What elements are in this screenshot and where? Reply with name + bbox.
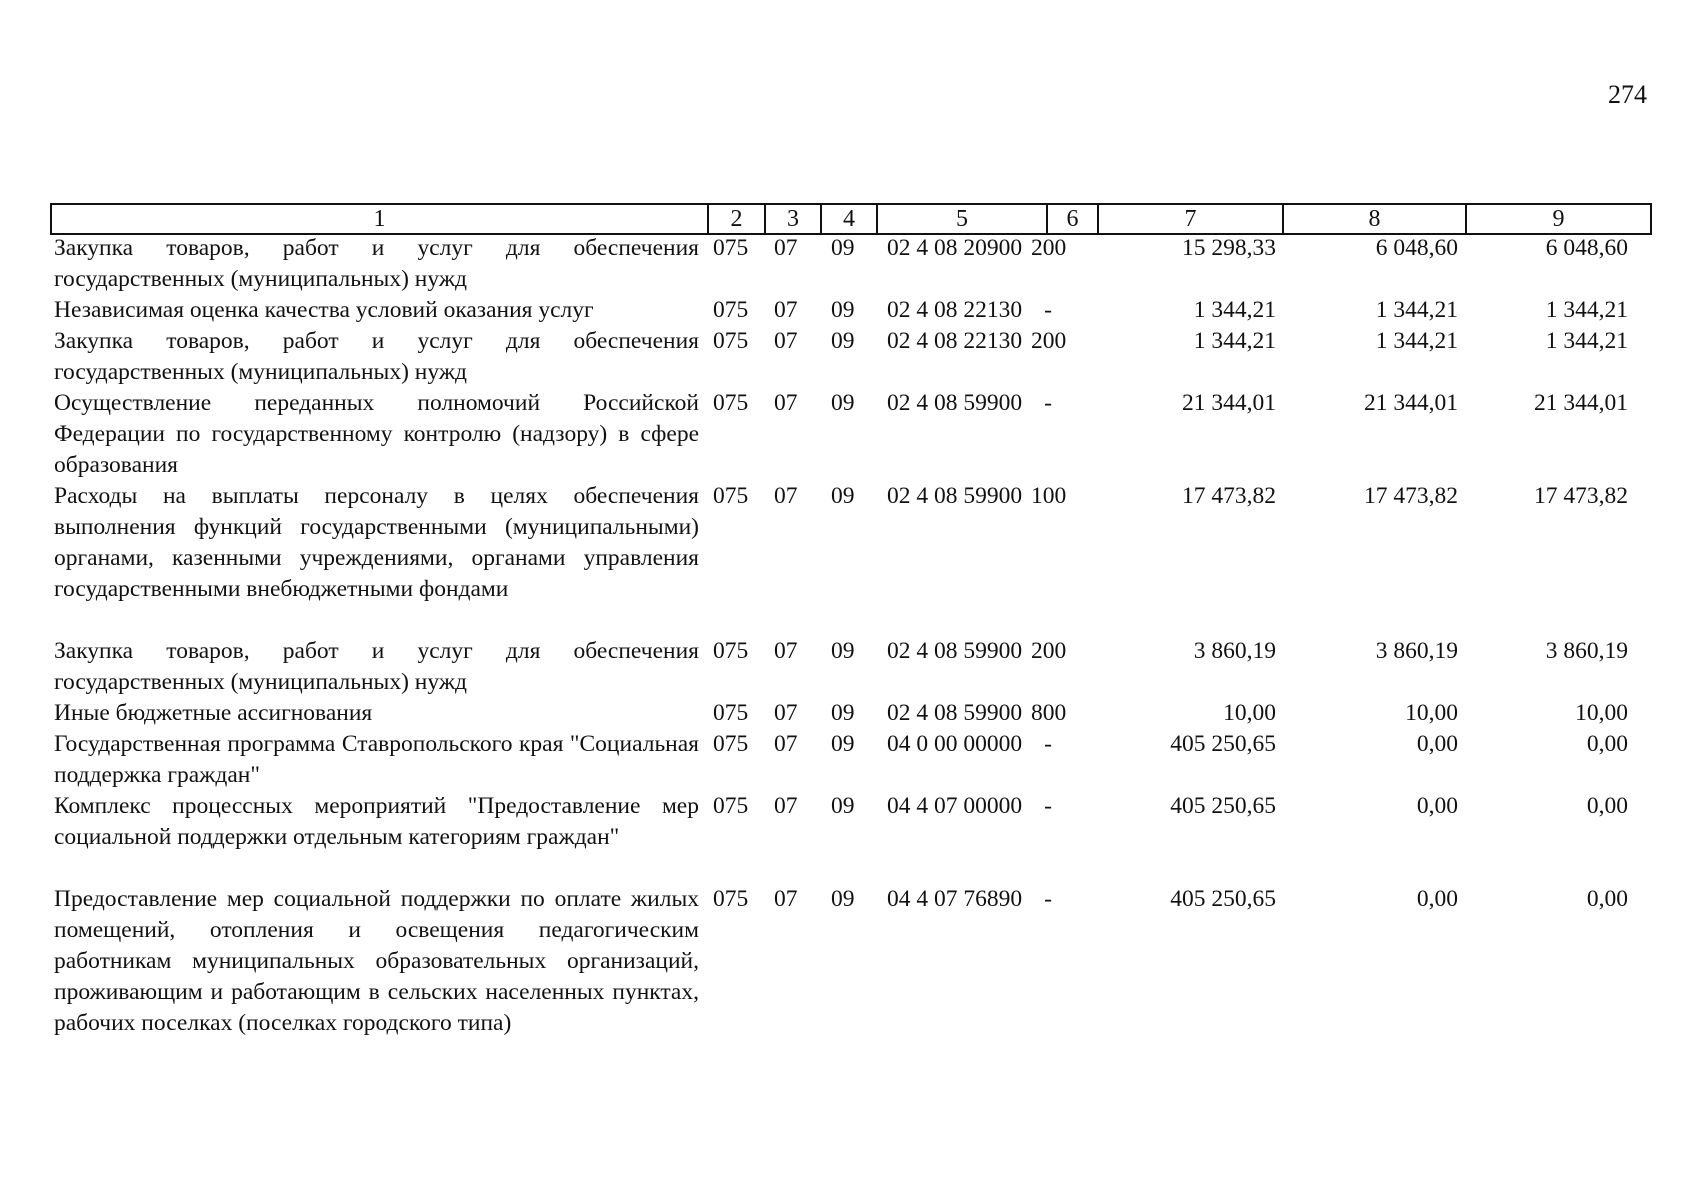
cell-amount-7: 15 298,33: [1182, 235, 1276, 261]
cell-amount-7: 1 344,21: [1193, 297, 1276, 323]
cell-section: 07: [774, 235, 798, 261]
cell-target-article: 04 4 07 00000: [887, 793, 1023, 819]
cell-section: 07: [774, 638, 798, 664]
cell-target-article: 02 4 08 22130: [887, 297, 1023, 323]
cell-ministry-code: 075: [713, 483, 749, 509]
cell-subsection: 09: [831, 731, 855, 757]
header-col-9: 9: [1466, 204, 1651, 234]
cell-target-article: 02 4 08 59900: [887, 700, 1023, 726]
table-row: [50, 295, 1648, 326]
cell-amount-8: 1 344,21: [1375, 328, 1458, 354]
table-row: [50, 729, 1648, 791]
cell-ministry-code: 075: [713, 793, 749, 819]
cell-amount-9: 6 048,60: [1545, 235, 1628, 261]
cell-section: 07: [774, 793, 798, 819]
table-row: [50, 791, 1648, 884]
table-row: [50, 233, 1648, 295]
cell-amount-8: 6 048,60: [1375, 235, 1458, 261]
row-description: Закупка товаров, работ и услуг для обеспечения государственных (муниципальных) нужд: [54, 328, 699, 385]
cell-expense-type: 800: [1031, 700, 1067, 726]
page-number: 274: [1608, 80, 1647, 109]
cell-ministry-code: 075: [713, 638, 749, 664]
cell-target-article: 02 4 08 20900: [887, 235, 1023, 261]
cell-amount-7: 405 250,65: [1170, 886, 1276, 912]
cell-amount-7: 3 860,19: [1193, 638, 1276, 664]
cell-ministry-code: 075: [713, 328, 749, 354]
row-description: Предоставление мер социальной поддержки по оплате жилых помещений, отопления и освещения педагогическим работникам муниципальных образовательных организаций, проживающим и работающим в сельских населенных пунктах, рабочих поселках (поселках городского типа): [54, 886, 699, 1036]
table-row: [50, 698, 1648, 729]
cell-target-article: 04 0 00 00000: [887, 731, 1023, 757]
cell-ministry-code: 075: [713, 297, 749, 323]
cell-subsection: 09: [831, 483, 855, 509]
header-col-4: 4: [821, 204, 877, 234]
header-col-2: 2: [708, 204, 765, 234]
cell-ministry-code: 075: [713, 700, 749, 726]
cell-target-article: 04 4 07 76890: [887, 886, 1023, 912]
cell-amount-9: 1 344,21: [1545, 328, 1628, 354]
cell-subsection: 09: [831, 638, 855, 664]
cell-expense-type: -: [1044, 390, 1052, 416]
cell-section: 07: [774, 886, 798, 912]
table-row: [50, 326, 1648, 388]
cell-ministry-code: 075: [713, 390, 749, 416]
cell-amount-7: 21 344,01: [1182, 390, 1276, 416]
row-description: Независимая оценка качества условий оказания услуг: [54, 297, 594, 323]
header-col-6: 6: [1047, 204, 1098, 234]
cell-amount-8: 0,00: [1416, 731, 1458, 757]
cell-amount-9: 0,00: [1586, 793, 1628, 819]
cell-amount-9: 0,00: [1586, 886, 1628, 912]
table-row: [50, 388, 1648, 481]
cell-amount-8: 0,00: [1416, 886, 1458, 912]
cell-amount-7: 10,00: [1223, 700, 1276, 726]
cell-subsection: 09: [831, 390, 855, 416]
cell-amount-8: 3 860,19: [1375, 638, 1458, 664]
cell-amount-9: 3 860,19: [1545, 638, 1628, 664]
row-description: Государственная программа Ставропольского края "Социальная поддержка граждан": [54, 731, 699, 788]
cell-expense-type: -: [1044, 731, 1052, 757]
cell-amount-7: 1 344,21: [1193, 328, 1276, 354]
cell-ministry-code: 075: [713, 886, 749, 912]
cell-subsection: 09: [831, 328, 855, 354]
cell-section: 07: [774, 328, 798, 354]
cell-section: 07: [774, 731, 798, 757]
table-row: [50, 636, 1648, 698]
header-col-1: 1: [51, 204, 708, 234]
cell-expense-type: 200: [1031, 638, 1067, 664]
cell-expense-type: 200: [1031, 328, 1067, 354]
cell-target-article: 02 4 08 22130: [887, 328, 1023, 354]
column-number-header: [50, 203, 1652, 235]
cell-amount-8: 1 344,21: [1375, 297, 1458, 323]
table-row: [50, 481, 1648, 636]
cell-amount-9: 0,00: [1586, 731, 1628, 757]
cell-target-article: 02 4 08 59900: [887, 483, 1023, 509]
cell-section: 07: [774, 297, 798, 323]
cell-ministry-code: 075: [713, 731, 749, 757]
cell-section: 07: [774, 700, 798, 726]
table-row: [50, 884, 1648, 1039]
cell-amount-9: 10,00: [1575, 700, 1628, 726]
row-description: Осуществление переданных полномочий Российской Федерации по государственному контролю (надзору) в сфере образования: [54, 390, 699, 478]
cell-subsection: 09: [831, 793, 855, 819]
row-description: Расходы на выплаты персоналу в целях обеспечения выполнения функций государственными (муниципальными) органами, казенными учреждениями, органами управления государственными внебюджетными фондами: [54, 483, 699, 602]
cell-section: 07: [774, 390, 798, 416]
cell-amount-8: 17 473,82: [1364, 483, 1458, 509]
cell-amount-7: 17 473,82: [1182, 483, 1276, 509]
cell-amount-8: 10,00: [1405, 700, 1458, 726]
cell-target-article: 02 4 08 59900: [887, 390, 1023, 416]
cell-amount-9: 21 344,01: [1534, 390, 1628, 416]
cell-subsection: 09: [831, 297, 855, 323]
cell-amount-7: 405 250,65: [1170, 731, 1276, 757]
cell-amount-7: 405 250,65: [1170, 793, 1276, 819]
cell-target-article: 02 4 08 59900: [887, 638, 1023, 664]
cell-expense-type: -: [1044, 297, 1052, 323]
cell-expense-type: -: [1044, 793, 1052, 819]
cell-amount-9: 17 473,82: [1534, 483, 1628, 509]
cell-ministry-code: 075: [713, 235, 749, 261]
cell-expense-type: 200: [1031, 235, 1067, 261]
header-col-5: 5: [877, 204, 1047, 234]
cell-amount-9: 1 344,21: [1545, 297, 1628, 323]
header-col-7: 7: [1098, 204, 1283, 234]
cell-amount-8: 21 344,01: [1364, 390, 1458, 416]
row-description: Закупка товаров, работ и услуг для обеспечения государственных (муниципальных) нужд: [54, 638, 699, 695]
cell-expense-type: -: [1044, 886, 1052, 912]
cell-section: 07: [774, 483, 798, 509]
header-col-8: 8: [1283, 204, 1466, 234]
row-description: Комплекс процессных мероприятий "Предоставление мер социальной поддержки отдельным категориям граждан": [54, 793, 699, 850]
cell-amount-8: 0,00: [1416, 793, 1458, 819]
header-col-3: 3: [765, 204, 821, 234]
cell-subsection: 09: [831, 886, 855, 912]
cell-subsection: 09: [831, 700, 855, 726]
row-description: Закупка товаров, работ и услуг для обеспечения государственных (муниципальных) нужд: [54, 235, 699, 292]
cell-subsection: 09: [831, 235, 855, 261]
cell-expense-type: 100: [1031, 483, 1067, 509]
budget-table-body: [50, 233, 1648, 1039]
row-description: Иные бюджетные ассигнования: [54, 700, 373, 726]
